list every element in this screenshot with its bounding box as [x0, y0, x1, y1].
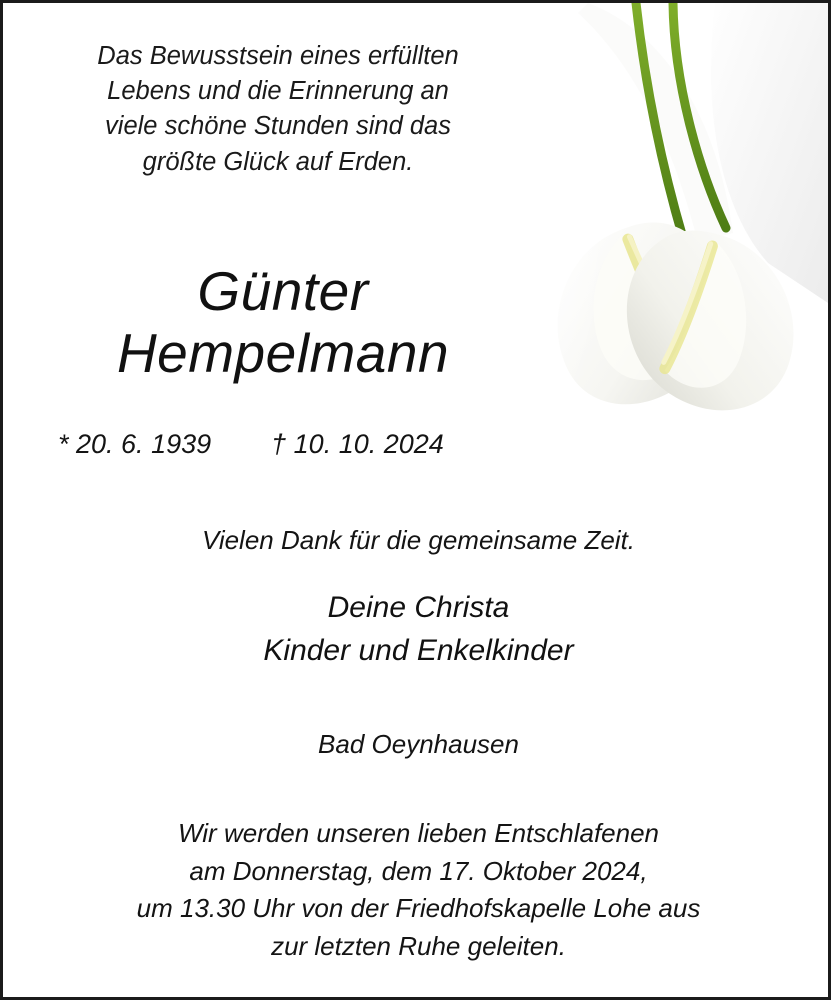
verse-line-1: Das Bewusstsein eines erfüllten — [97, 42, 459, 70]
birth-date: * 20. 6. 1939 — [58, 429, 212, 459]
family-line-2: Kinder und Enkelkinder — [263, 633, 574, 667]
death-date: † 10. 10. 2024 — [271, 429, 444, 459]
deceased-name — [3, 261, 563, 384]
funeral-line-3: um 13.30 Uhr von der Friedhofskapelle Lohe aus — [136, 893, 701, 924]
thanks-text: Vielen Dank für die gemeinsame Zeit. — [201, 525, 636, 555]
notice-content — [3, 3, 828, 997]
funeral-line-4: zur letzten Ruhe geleiten. — [271, 931, 566, 962]
last-name: Hempelmann — [116, 321, 450, 384]
verse-line-2: Lebens und die Erinnerung an — [107, 77, 449, 106]
funeral-line-1: Wir werden unseren lieben Entschlafenen — [177, 818, 660, 848]
life-dates — [58, 429, 578, 460]
verse-line-3: viele schöne Stunden sind das — [105, 112, 451, 141]
verse-line-4: größte Glück auf Erden. — [142, 147, 414, 176]
family-block — [3, 587, 831, 672]
funeral-line-2: am Donnerstag, dem 17. Oktober 2024, — [189, 855, 648, 886]
funeral-details — [3, 815, 831, 966]
family-line-1: Deine Christa — [327, 591, 510, 624]
verse-block — [43, 39, 513, 180]
place-text: Bad Oeynhausen — [318, 729, 519, 759]
first-name: Günter — [197, 260, 369, 322]
